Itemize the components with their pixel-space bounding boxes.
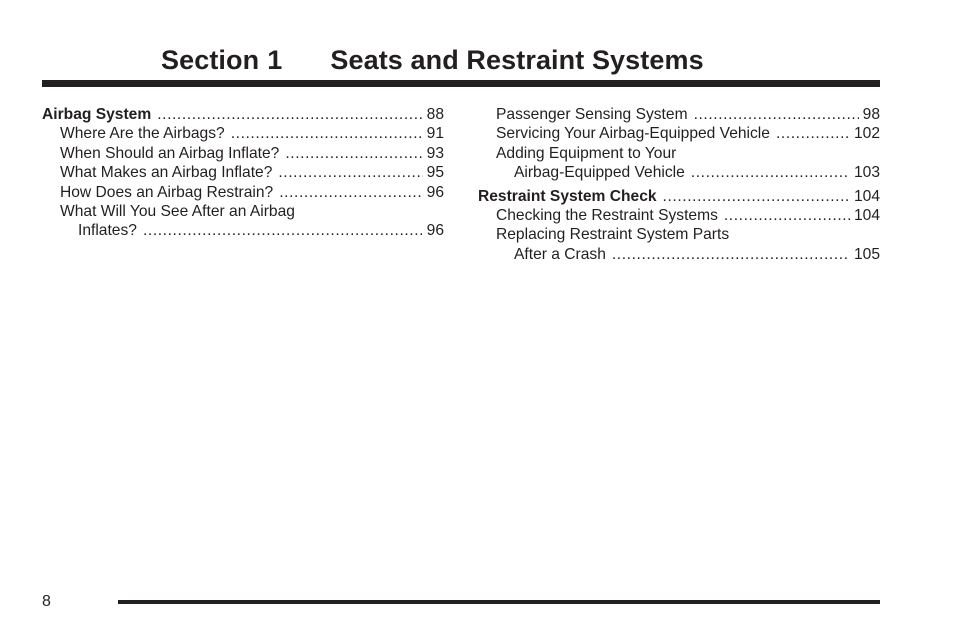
toc-entry-servicing-your-airbag-equipped-vehicle[interactable] bbox=[478, 124, 880, 143]
section-label: Section bbox=[161, 45, 260, 75]
toc-entry-page: 96 bbox=[426, 183, 444, 201]
toc-entry-label: Replacing Restraint System Parts bbox=[496, 226, 730, 244]
toc-dot-leader bbox=[279, 183, 422, 202]
toc-entry-page: 91 bbox=[426, 125, 444, 143]
toc-entry-label: Servicing Your Airbag-Equipped Vehicle bbox=[496, 125, 770, 143]
toc-entry-label: Inflates? bbox=[78, 222, 137, 240]
toc-entry-page: 103 bbox=[853, 164, 880, 182]
toc-entry-label: Restraint System Check bbox=[478, 187, 657, 205]
section-name: Seats and Restraint Systems bbox=[330, 45, 704, 75]
toc-entry-label: What Will You See After an Airbag bbox=[60, 203, 295, 221]
toc-entry-label: Checking the Restraint Systems bbox=[496, 207, 718, 225]
toc-entry-replacing-parts-line1[interactable] bbox=[478, 225, 880, 244]
toc-entry-page: 102 bbox=[853, 125, 880, 143]
toc-entry-adding-equipment-line1[interactable] bbox=[478, 144, 880, 163]
toc-entry-label: Adding Equipment to Your bbox=[496, 144, 677, 162]
toc-entry-page: 93 bbox=[426, 144, 444, 162]
toc-dot-leader bbox=[231, 124, 423, 143]
toc-entry-page: 88 bbox=[426, 106, 444, 123]
toc-entry-page: 98 bbox=[862, 106, 880, 123]
toc-dot-leader bbox=[285, 144, 422, 163]
toc-entry-page: 104 bbox=[853, 207, 880, 225]
toc-dot-leader bbox=[776, 124, 850, 143]
toc-dot-leader bbox=[691, 163, 850, 182]
toc-entry-label: What Makes an Airbag Inflate? bbox=[60, 164, 273, 182]
toc-entry-adding-equipment-line2[interactable] bbox=[478, 163, 880, 182]
toc-dot-leader bbox=[157, 105, 422, 124]
toc-dot-leader bbox=[663, 187, 850, 206]
toc-entry-where-are-the-airbags[interactable] bbox=[42, 124, 444, 143]
toc-entry-replacing-parts-line2[interactable] bbox=[478, 245, 880, 264]
section-number: 1 bbox=[267, 45, 283, 75]
footer-rule bbox=[118, 600, 880, 604]
toc-dot-leader bbox=[278, 163, 422, 182]
toc-dot-leader bbox=[724, 206, 850, 225]
toc-entry-page: 104 bbox=[853, 187, 880, 205]
toc-right-column bbox=[478, 105, 880, 264]
toc-entry-what-makes-an-airbag-inflate[interactable] bbox=[42, 163, 444, 182]
toc-entry-label: Passenger Sensing System bbox=[496, 106, 688, 123]
toc-entry-label: How Does an Airbag Restrain? bbox=[60, 183, 274, 201]
toc-entry-when-should-an-airbag-inflate[interactable] bbox=[42, 144, 444, 163]
toc-entry-passenger-sensing-system[interactable] bbox=[478, 105, 880, 124]
toc-entry-label: Airbag-Equipped Vehicle bbox=[514, 164, 685, 182]
toc-entry-how-does-an-airbag-restrain[interactable] bbox=[42, 183, 444, 202]
toc-entry-label: Where Are the Airbags? bbox=[60, 125, 225, 143]
toc-left-column bbox=[42, 105, 444, 241]
toc-entry-label: After a Crash bbox=[514, 245, 606, 263]
toc-dot-leader bbox=[694, 105, 859, 124]
page-number: 8 bbox=[42, 593, 51, 610]
toc-entry-what-will-you-see-line1[interactable] bbox=[42, 202, 444, 221]
toc-entry-label: When Should an Airbag Inflate? bbox=[60, 144, 280, 162]
toc-dot-leader bbox=[143, 221, 423, 240]
toc-entry-label: Airbag System bbox=[42, 106, 152, 123]
toc-dot-leader bbox=[612, 245, 850, 264]
toc-entry-what-will-you-see-line2[interactable] bbox=[42, 221, 444, 240]
toc-entry-page: 105 bbox=[853, 245, 880, 263]
toc-entry-airbag-system[interactable] bbox=[42, 105, 444, 124]
toc-entry-page: 96 bbox=[426, 222, 444, 240]
section-title bbox=[161, 40, 704, 80]
toc-entry-restraint-system-check[interactable] bbox=[478, 187, 880, 206]
title-rule bbox=[42, 80, 880, 87]
toc-entry-checking-the-restraint-systems[interactable] bbox=[478, 206, 880, 225]
toc-entry-page: 95 bbox=[426, 164, 444, 182]
